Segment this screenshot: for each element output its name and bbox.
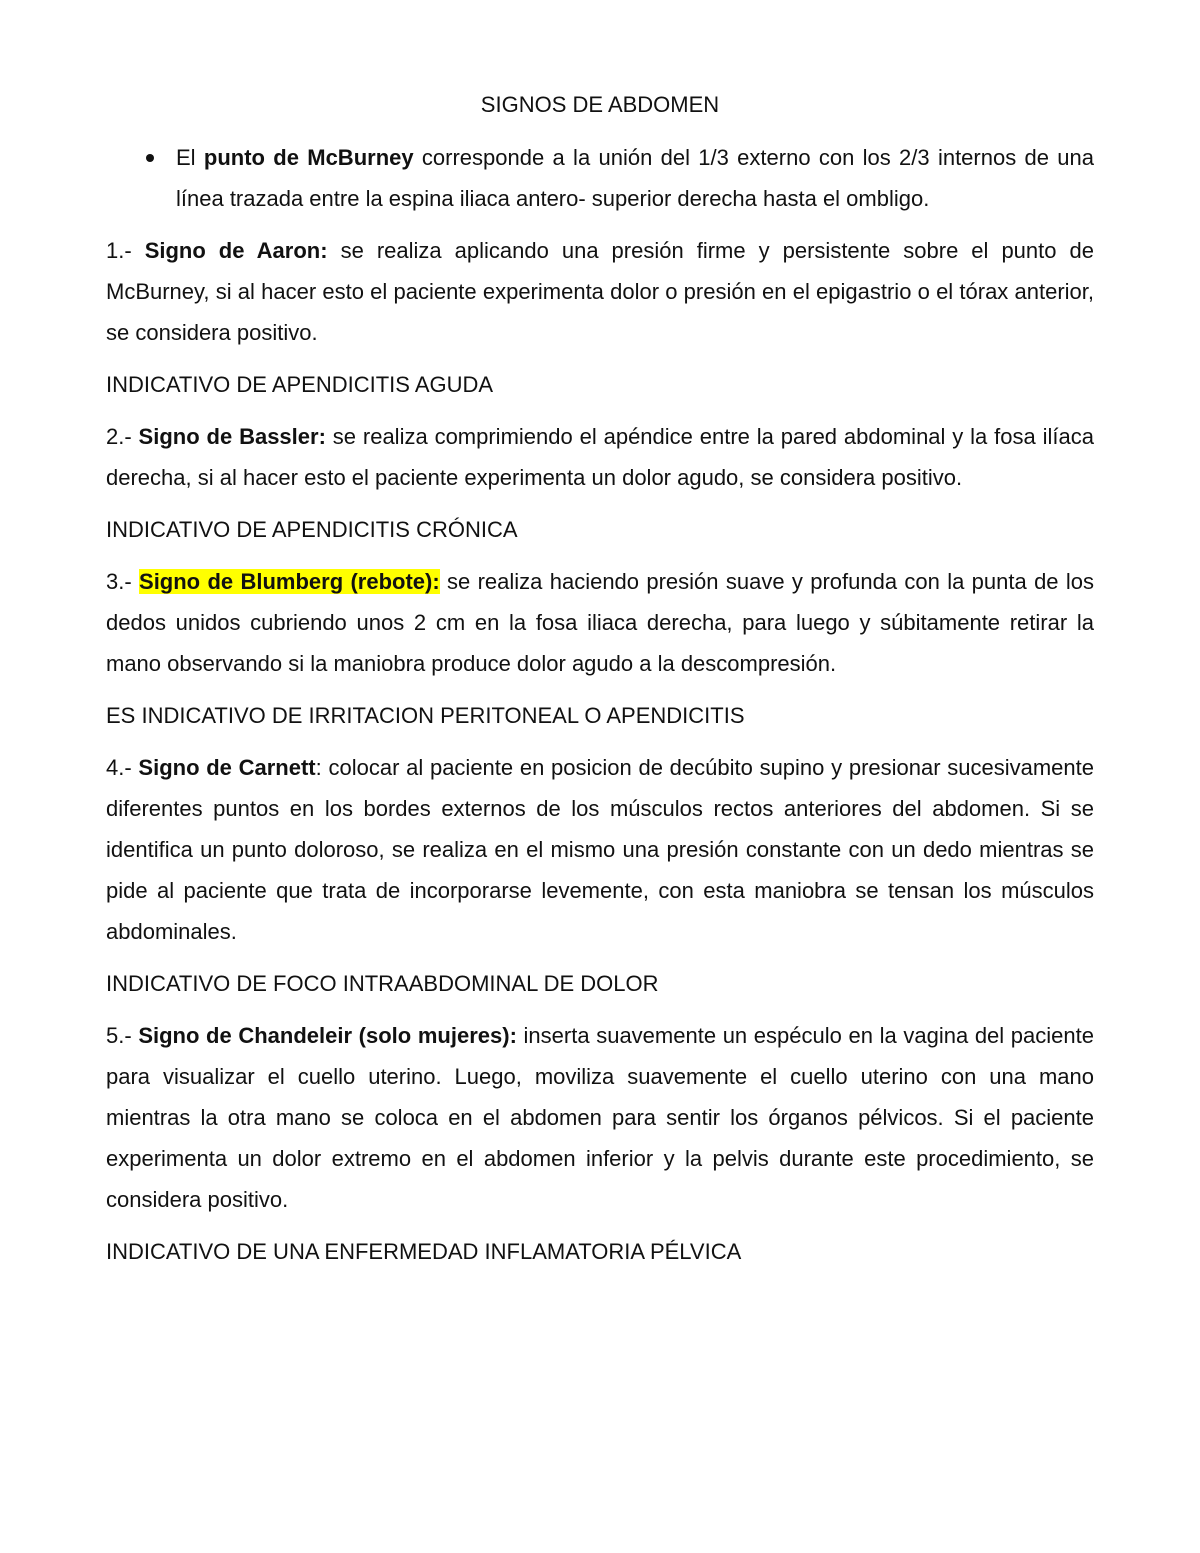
document-page (106, 84, 1094, 1283)
sign-paragraph-blumberg (106, 561, 1094, 684)
sign-paragraph-aaron (106, 230, 1094, 353)
sign-description: : colocar al paciente en posicion de decúbito supino y presionar sucesivamente diferentes puntos en los bordes externos de los músculos rectos anteriores del abdomen. Si se identifica un punto doloroso, se realiza en el mismo una presión constante con un dedo mientras se pide al paciente que trata de incorporarse levemente, con esta maniobra se tensan los músculos abdominales. (106, 755, 1095, 944)
sign-name: Signo de Carnett (138, 755, 316, 780)
sign-description: se realiza aplicando una presión firme y persistente sobre el punto de McBurney, si al hacer esto el paciente experimenta dolor o presión en el epigastrio o el tórax anterior, se considera positivo. (106, 238, 1094, 345)
sign-paragraph-carnett (106, 747, 1094, 952)
sign-number: 2.- (106, 424, 139, 449)
sign-number: 1.- (106, 238, 145, 263)
sign-number: 4.- (106, 755, 139, 780)
sign-indication: ES INDICATIVO DE IRRITACION PERITONEAL O APENDICITIS (106, 703, 745, 728)
sign-indication: INDICATIVO DE APENDICITIS CRÓNICA (106, 517, 518, 542)
sign-name: Signo de Chandeleir (solo mujeres): (138, 1023, 517, 1048)
bullet-dot-icon (146, 154, 154, 162)
sign-paragraph-chandeleir (106, 1015, 1094, 1220)
sign-number: 3.- (106, 569, 140, 594)
sign-number: 5.- (106, 1023, 139, 1048)
sign-description: se realiza comprimiendo el apéndice entre la pared abdominal y la fosa ilíaca derecha, si al hacer esto el paciente experimenta un dolor agudo, se considera positivo. (106, 424, 1094, 490)
sign-name: Signo de Aaron: (144, 238, 328, 263)
mcburney-bullet (106, 137, 1094, 219)
bullet-text: corresponde a la unión del 1/3 externo con los 2/3 internos de una línea trazada entre la espina iliaca antero- superior derecha hasta el ombligo. (176, 145, 1094, 211)
sign-indication: INDICATIVO DE FOCO INTRAABDOMINAL DE DOLOR (106, 971, 659, 996)
sign-description: inserta suavemente un espéculo en la vagina del paciente para visualizar el cuello uterino. Luego, moviliza suavemente el cuello uterino con una mano mientras la otra mano se coloca en el abdomen para sentir los órganos pélvicos. Si el paciente experimenta un dolor extremo en el abdomen inferior y la pelvis durante este procedimiento, se considera positivo. (106, 1023, 1094, 1212)
sign-indication: INDICATIVO DE APENDICITIS AGUDA (106, 372, 494, 397)
bullet-prefix: El (176, 145, 204, 170)
bullet-bold-term: punto de McBurney (203, 145, 414, 170)
sign-indication: INDICATIVO DE UNA ENFERMEDAD INFLAMATORIA PÉLVICA (106, 1239, 742, 1264)
sign-description: se realiza haciendo presión suave y profunda con la punta de los dedos unidos cubriendo unos 2 cm en la fosa iliaca derecha, para luego y súbitamente retirar la mano observando si la maniobra produce dolor agudo a la descompresión. (106, 569, 1094, 676)
sign-paragraph-bassler (106, 416, 1094, 498)
sign-name-highlighted: Signo de Blumberg (rebote): (139, 569, 440, 594)
document-title: SIGNOS DE ABDOMEN (480, 92, 720, 117)
sign-name: Signo de Bassler: (138, 424, 326, 449)
